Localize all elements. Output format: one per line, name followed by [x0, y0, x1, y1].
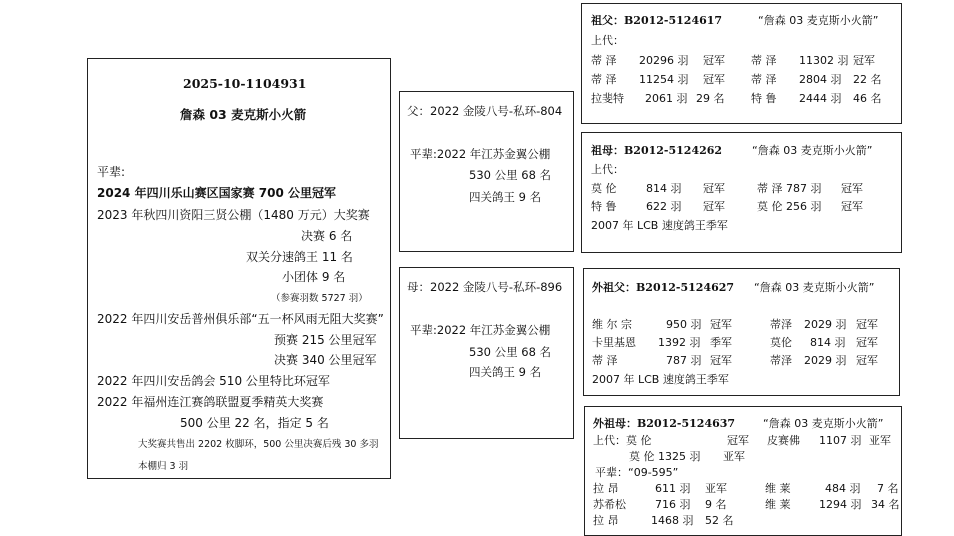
table-cell: 冠军	[703, 54, 725, 67]
dam-card	[399, 267, 574, 439]
table-cell: 7 名	[877, 482, 899, 495]
table-cell: 2029 羽	[804, 354, 847, 367]
maternal-grandsire-card	[583, 268, 900, 396]
maternal-granddam-label: 外祖母：	[593, 417, 637, 430]
granddam-card	[581, 132, 902, 253]
maternal-grandsire-label: 外祖父：	[592, 281, 636, 294]
maternal-granddam-ring: B2012-5124637	[637, 417, 736, 430]
table-cell: 29 名	[696, 92, 725, 105]
grandsire-card	[581, 3, 902, 124]
table-cell: 冠军	[841, 200, 863, 213]
grandsire-header	[591, 12, 722, 28]
table-cell: 22 名	[853, 73, 882, 86]
maternal-granddam-header	[593, 415, 735, 431]
table-cell: 上代：莫 伦	[593, 434, 652, 447]
table-cell: 622 羽	[646, 200, 682, 213]
maternal-grandsire-header	[592, 279, 734, 295]
table-cell: 亚军	[705, 482, 727, 495]
table-cell: 蒂 泽	[592, 354, 618, 367]
dam-record-label: 平辈:2022 年江苏金翼公棚	[410, 323, 551, 337]
table-cell: 2029 羽	[804, 318, 847, 331]
table-cell: 冠军	[727, 434, 749, 447]
table-cell: 1107 羽	[819, 434, 862, 447]
record-line: 2022 年四川安岳普州俱乐部“五一杯风雨无阻大奖赛”	[97, 312, 384, 326]
record-line: 2022 年福州连江赛鸽联盟夏季精英大奖赛	[97, 395, 324, 409]
table-cell: 52 名	[705, 514, 734, 527]
table-cell: 1392 羽	[658, 336, 701, 349]
table-cell: 950 羽	[666, 318, 702, 331]
grandsire-sub-label: 上代：	[591, 34, 624, 47]
main-ring-number: 2025-10-1104931	[183, 76, 307, 91]
table-cell: 冠军	[856, 336, 878, 349]
table-cell: 莫 伦 256 羽	[757, 200, 822, 213]
maternal-grandsire-line: “詹森 03 麦克斯小火箭”	[754, 281, 875, 294]
granddam-header	[591, 142, 722, 158]
table-cell: 冠军	[841, 182, 863, 195]
table-cell: 46 名	[853, 92, 882, 105]
sire-title: 父：2022 金陵八号-私环-804	[407, 104, 563, 118]
maternal-granddam-card	[584, 406, 902, 536]
table-cell: 维 莱	[765, 498, 791, 511]
table-cell: 冠军	[703, 73, 725, 86]
table-cell: 拉 昂	[593, 514, 619, 527]
record-line: 预赛 215 公里冠军	[274, 333, 377, 347]
sire-record-line: 530 公里 68 名	[469, 168, 552, 182]
record-line: 大奖赛共售出 2202 枚脚环，500 公里决赛后残 30 多羽	[138, 439, 379, 450]
table-cell: 卡里基恩	[592, 336, 636, 349]
record-line: 2022 年四川安岳鸽会 510 公里特比环冠军	[97, 374, 330, 388]
sire-card	[399, 91, 574, 252]
table-cell: 11302 羽	[799, 54, 849, 67]
sire-record-label: 平辈:2022 年江苏金翼公棚	[410, 147, 551, 161]
table-cell: 1294 羽	[819, 498, 862, 511]
record-line: 决赛 6 名	[301, 229, 353, 243]
sire-record-line: 四关鸽王 9 名	[469, 190, 542, 204]
maternal-granddam-record-label: 平辈：“09-595”	[595, 466, 679, 479]
table-cell: 716 羽	[655, 498, 691, 511]
table-cell: 34 名	[871, 498, 900, 511]
table-cell: 蒂 泽	[591, 54, 617, 67]
table-cell: 蒂泽	[770, 354, 792, 367]
table-cell: 蒂 泽	[751, 73, 777, 86]
table-cell: 特 鲁	[751, 92, 777, 105]
dam-record-line: 四关鸽王 9 名	[469, 365, 542, 379]
table-cell: 484 羽	[825, 482, 861, 495]
table-cell: 莫 伦	[591, 182, 617, 195]
main-record-label: 平辈:	[97, 165, 126, 179]
table-cell: 冠军	[710, 318, 732, 331]
table-cell: 1468 羽	[651, 514, 694, 527]
table-cell: 冠军	[703, 200, 725, 213]
dam-title: 母：2022 金陵八号-私环-896	[407, 280, 563, 294]
table-cell: 冠军	[856, 354, 878, 367]
table-cell: 冠军	[710, 354, 732, 367]
table-cell: 苏希松	[593, 498, 626, 511]
table-cell: 冠军	[853, 54, 875, 67]
table-cell: 9 名	[705, 498, 727, 511]
maternal-grandsire-ring: B2012-5124627	[636, 281, 735, 294]
table-cell: 蒂 泽 787 羽	[757, 182, 822, 195]
record-line: 2024 年四川乐山赛区国家赛 700 公里冠军	[97, 186, 336, 200]
table-cell: 蒂 泽	[591, 73, 617, 86]
table-cell: 拉斐特	[591, 92, 624, 105]
record-line: 2023 年秋四川资阳三贤公棚（1480 万元）大奖赛	[97, 208, 370, 222]
granddam-label: 祖母：	[591, 144, 624, 157]
record-line: 双关分速鸽王 11 名	[246, 250, 353, 264]
dam-record-line: 530 公里 68 名	[469, 345, 552, 359]
table-cell: 莫 伦 1325 羽	[629, 450, 701, 463]
table-cell: 维 尔 宗	[592, 318, 632, 331]
record-line: 决赛 340 公里冠军	[274, 353, 377, 367]
granddam-line: “詹森 03 麦克斯小火箭”	[752, 144, 873, 157]
main-pigeon-name: 詹森 03 麦克斯小火箭	[180, 107, 307, 122]
table-cell: 拉 昂	[593, 482, 619, 495]
record-line: 500 公里 22 名，指定 5 名	[180, 416, 329, 430]
table-cell: 2061 羽	[645, 92, 688, 105]
main-pigeon-card	[87, 58, 391, 479]
table-cell: 冠军	[703, 182, 725, 195]
table-cell: 特 鲁	[591, 200, 617, 213]
table-cell: 蒂 泽	[751, 54, 777, 67]
granddam-ring: B2012-5124262	[624, 144, 723, 157]
table-cell: 莫伦	[770, 336, 792, 349]
table-cell: 亚军	[869, 434, 891, 447]
table-cell: 冠军	[856, 318, 878, 331]
grandsire-ring: B2012-5124617	[624, 14, 723, 27]
table-cell: 11254 羽	[639, 73, 689, 86]
table-cell: 20296 羽	[639, 54, 689, 67]
table-cell: 814 羽	[646, 182, 682, 195]
maternal-grandsire-note: 2007 年 LCB 速度鸽王季军	[592, 373, 729, 386]
table-cell: 2444 羽	[799, 92, 842, 105]
grandsire-label: 祖父：	[591, 14, 624, 27]
maternal-granddam-line: “詹森 03 麦克斯小火箭”	[763, 417, 884, 430]
table-cell: 皮赛佛	[767, 434, 800, 447]
table-cell: 维 莱	[765, 482, 791, 495]
table-cell: 亚军	[723, 450, 745, 463]
table-cell: 787 羽	[666, 354, 702, 367]
granddam-sub-label: 上代：	[591, 163, 624, 176]
record-line: 小团体 9 名	[282, 270, 346, 284]
granddam-note: 2007 年 LCB 速度鸽王季军	[591, 219, 728, 232]
table-cell: 814 羽	[810, 336, 846, 349]
table-cell: 611 羽	[655, 482, 691, 495]
record-line: 本棚归 3 羽	[138, 461, 189, 472]
table-cell: 蒂泽	[770, 318, 792, 331]
table-cell: 2804 羽	[799, 73, 842, 86]
record-line: （参赛羽数 5727 羽）	[271, 293, 368, 304]
table-cell: 季军	[710, 336, 732, 349]
grandsire-line: “詹森 03 麦克斯小火箭”	[758, 14, 879, 27]
